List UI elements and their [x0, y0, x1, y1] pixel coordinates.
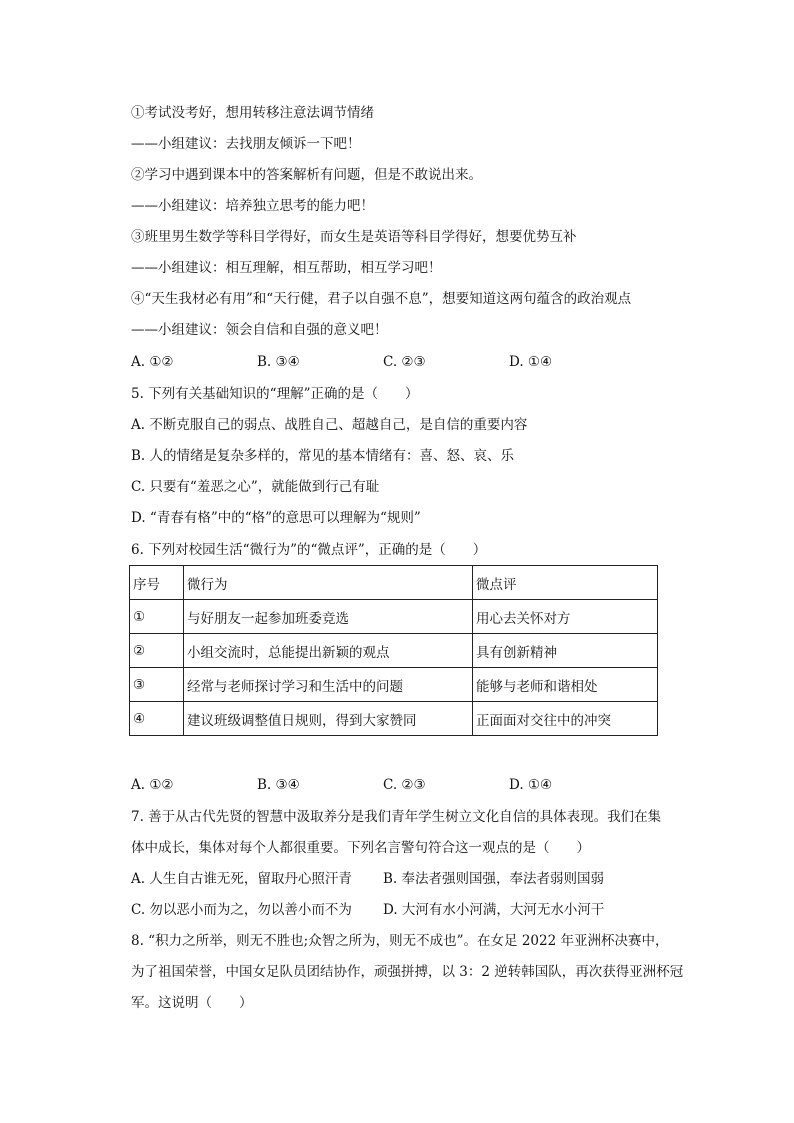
q5-option-d[interactable]: D. “青春有格”中的“格”的意思可以理解为“规则”	[131, 510, 421, 526]
row-comment: 正面面对交往中的冲突	[473, 702, 658, 736]
suggestion-4: ——小组建议：领会自信和自强的意义吧！	[131, 322, 388, 338]
header-comment: 微点评	[473, 566, 658, 600]
table-row	[130, 600, 658, 634]
scenario-2: ②学习中遇到课本中的答案解析有问题，但是不敢说出来。	[131, 167, 482, 183]
q7-option-a[interactable]: A. 人生自古谁无死，留取丹心照汗青	[131, 871, 352, 887]
q5-option-c[interactable]: C. 只要有“羞恶之心”，就能做到行己有耻	[131, 479, 380, 495]
suggestion-3: ——小组建议：相互理解，相互帮助，相互学习吧！	[131, 260, 442, 276]
q6-stem: 6. 下列对校园生活“微行为”的“微点评”，正确的是（ ）	[131, 542, 487, 558]
q6-option-c[interactable]: C. ②③	[383, 777, 426, 793]
row-index: ③	[130, 668, 184, 702]
q4-option-b[interactable]: B. ③④	[257, 354, 300, 370]
table-row	[130, 668, 658, 702]
row-behavior: 小组交流时，总能提出新颖的观点	[184, 634, 473, 668]
q5-option-b[interactable]: B. 人的情绪是复杂多样的，常见的基本情绪有：喜、怒、哀、乐	[131, 448, 515, 464]
row-index: ①	[130, 600, 184, 634]
row-comment: 能够与老师和谐相处	[473, 668, 658, 702]
row-behavior: 建议班级调整值日规则，得到大家赞同	[184, 702, 473, 736]
q7-option-d[interactable]: D. 大河有水小河满，大河无水小河干	[383, 902, 605, 918]
q4-option-a[interactable]: A. ①②	[131, 354, 174, 370]
q4-option-d[interactable]: D. ①④	[509, 354, 553, 370]
scenario-4: ④“天生我材必有用”和“天行健，君子以自强不息”，想要知道这两句蕴含的政治观点	[131, 291, 632, 307]
q7-stem-line-2: 体中成长，集体对每个人都很重要。下列名言警句符合这一观点的是（ ）	[131, 840, 590, 856]
q7-option-c[interactable]: C. 勿以恶小而为之，勿以善小而不为	[131, 902, 352, 918]
row-behavior: 与好朋友一起参加班委竞选	[184, 600, 473, 634]
q6-option-b[interactable]: B. ③④	[257, 777, 300, 793]
q7-stem-line-1: 7. 善于从古代先贤的智慧中汲取养分是我们青年学生树立文化自信的具体表现。我们在集	[131, 809, 662, 825]
row-behavior: 经常与老师探讨学习和生活中的问题	[184, 668, 473, 702]
q8-stem-line-2: 为了祖国荣誉，中国女足队员团结协作，顽强拼搏，以 3：2 逆转韩国队，再次获得亚洲杯冠	[131, 964, 684, 980]
q5-option-a[interactable]: A. 不断克服自己的弱点、战胜自己、超越自己，是自信的重要内容	[131, 417, 528, 433]
q6-option-d[interactable]: D. ①④	[509, 777, 553, 793]
table-row	[130, 634, 658, 668]
scenario-3: ③班里男生数学等科目学得好，而女生是英语等科目学得好，想要优势互补	[131, 229, 577, 245]
q6-option-a[interactable]: A. ①②	[131, 777, 174, 793]
q5-stem: 5. 下列有关基础知识的“理解”正确的是（ ）	[131, 386, 419, 402]
header-index: 序号	[130, 566, 184, 600]
q8-stem-line-3: 军。这说明（ ）	[131, 995, 253, 1011]
scenario-1: ①考试没考好，想用转移注意法调节情绪	[131, 105, 374, 121]
row-index: ④	[130, 702, 184, 736]
q8-stem-line-1: 8. “积力之所举，则无不胜也;众智之所为，则无不成也”。在女足 2022 年亚洲杯决赛中，	[131, 933, 669, 949]
header-behavior: 微行为	[184, 566, 473, 600]
row-comment: 具有创新精神	[473, 634, 658, 668]
row-index: ②	[130, 634, 184, 668]
q4-option-c[interactable]: C. ②③	[383, 354, 426, 370]
q6-table	[129, 565, 658, 736]
table-row	[130, 702, 658, 736]
q7-option-b[interactable]: B. 奉法者强则国强，奉法者弱则国弱	[383, 871, 605, 887]
row-comment: 用心去关怀对方	[473, 600, 658, 634]
suggestion-1: ——小组建议：去找朋友倾诉一下吧！	[131, 136, 361, 152]
table-header-row	[130, 566, 658, 600]
suggestion-2: ——小组建议：培养独立思考的能力吧！	[131, 198, 374, 214]
